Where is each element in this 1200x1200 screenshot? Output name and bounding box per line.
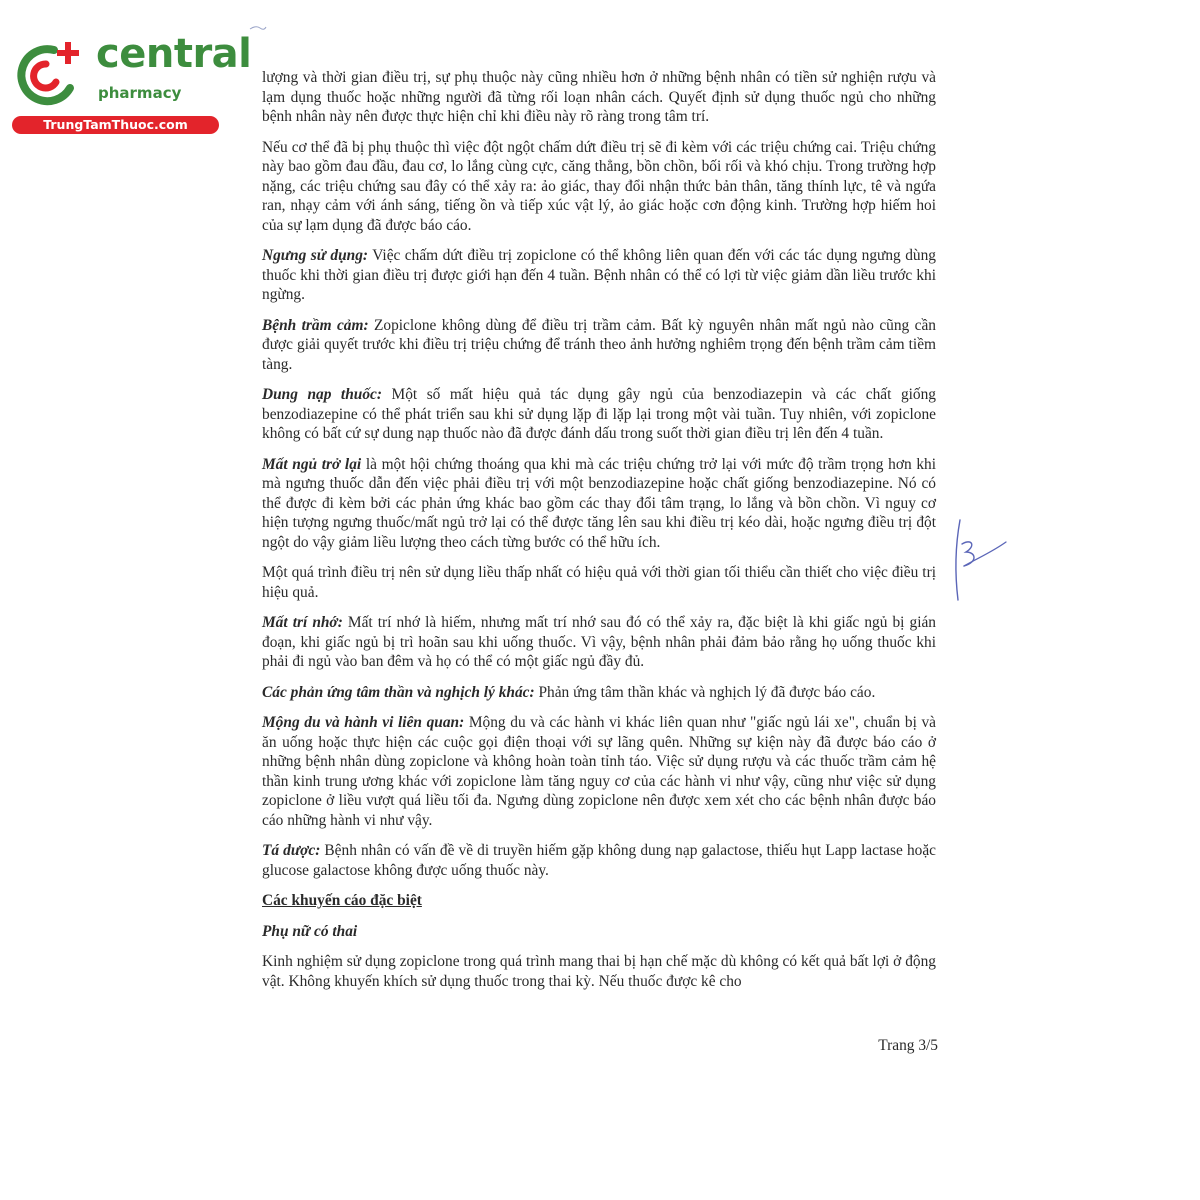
- paragraph-label: Mất ngủ trở lại: [262, 455, 362, 473]
- paragraph: [262, 952, 936, 991]
- paragraph: [262, 841, 936, 880]
- paragraph: [262, 713, 936, 830]
- paragraph-text: lượng và thời gian điều trị, sự phụ thuộc này cũng nhiều hơn ở những bệnh nhân có tiền sử nghiện rượu và lạm dụng thuốc hoặc những người đã từng rối loạn nhân cách. Quyết định sử dụng thuốc ngủ cho những bệnh nhân này nên được thực hiện chỉ khi điều này rõ ràng trong tâm trí.: [262, 69, 936, 125]
- paragraph-text: Nếu cơ thể đã bị phụ thuộc thì việc đột ngột chấm dứt điều trị sẽ đi kèm với các triệu chứng cai. Triệu chứng này bao gồm đau đầu, đau cơ, lo lắng cùng cực, căng thẳng, bồn chồn, bối rối và khó chịu. Trong trường hợp nặng, các triệu chứng sau đây có thể xảy ra: ảo giác, thay đổi nhận thức bản thân, tăng thính lực, tê và ngứa ran, nhạy cảm với ánh sáng, tiếng ồn và tiếp xúc vật lý, ảo giác hoặc cơn động kinh. Trường hợp hiếm hoi của sự lạm dụng đã được báo cáo.: [262, 138, 936, 234]
- paragraph-text: Một quá trình điều trị nên sử dụng liều thấp nhất có hiệu quả với thời gian tối thiểu cần thiết cho việc điều trị hiệu quả.: [262, 564, 936, 601]
- paragraph-label: Tá dược:: [262, 842, 321, 859]
- paragraph-label: Các phản ứng tâm thần và nghịch lý khác:: [262, 683, 535, 701]
- paragraph: [262, 138, 936, 236]
- section-heading: Các khuyến cáo đặc biệt: [262, 892, 422, 909]
- paragraph-text: Zopiclone không dùng để điều trị trầm cảm. Bất kỳ nguyên nhân mất ngủ nào cũng cần được giải quyết trước khi điều trị triệu chứng để tránh theo ảnh hưởng nghiêm trọng đến bệnh trầm cảm tiềm tàng.: [262, 316, 937, 373]
- document-body: [262, 68, 936, 1002]
- paragraph: [262, 316, 936, 375]
- paragraph: [262, 563, 936, 602]
- paragraph-label: Bệnh trầm cảm:: [262, 316, 369, 334]
- paragraph: [262, 246, 936, 305]
- paragraph-text: Kinh nghiệm sử dụng zopiclone trong quá trình mang thai bị hạn chế mặc dù không có kết quả bất lợi ở động vật. Không khuyến khích sử dụng thuốc trong thai kỳ. Nếu thuốc được kê cho: [262, 953, 936, 990]
- paragraph: [262, 613, 936, 672]
- sub-heading: Phụ nữ có thai: [262, 922, 358, 940]
- paragraph-text: Bệnh nhân có vấn đề về di truyền hiếm gặp không dung nạp galactose, thiếu hụt Lapp lactase hoặc glucose galactose không được uống thuốc này.: [262, 842, 937, 879]
- page-number: Trang 3/5: [878, 1037, 938, 1054]
- paragraph-text: Việc chấm dứt điều trị zopiclone có thể không liên quan đến với các tác dụng ngưng dùng thuốc khi thời gian điều trị được giới hạn đến 4 tuần. Bệnh nhân có thể có lợi từ việc giảm dần liều trước khi ngừng.: [262, 247, 936, 303]
- logo-sub-text: pharmacy: [98, 84, 182, 102]
- paragraph-text: Mộng du và các hành vi khác liên quan như "giấc ngủ lái xe", chuẩn bị và ăn uống hoặc thực hiện các cuộc gọi điện thoại với sự lãng quên. Những sự kiện này đã được báo cáo ở những bệnh nhân dùng zopiclone và không hoàn toàn tỉnh táo. Việc sử dụng rượu và các thuốc trầm cảm hệ thần kinh trung ương khác với zopiclone làm tăng nguy cơ của các hành vi như vậy, cũng như việc sử dụng zopiclone ở liều vượt quá liều tối đa. Ngưng dùng zopiclone nên được xem xét cho các bệnh nhân được báo cáo những hành vi như vậy.: [262, 714, 936, 829]
- central-pharmacy-logo-icon: [10, 38, 92, 108]
- paragraph: [262, 455, 936, 553]
- paragraph-label: Mất trí nhớ:: [262, 614, 343, 631]
- handwritten-signature: [942, 512, 1010, 608]
- logo-url-banner: TrungTamThuoc.com: [12, 116, 219, 134]
- logo-brand-text: central: [96, 31, 252, 77]
- paragraph-text: Mất trí nhớ là hiếm, nhưng mất trí nhớ sau đó có thể xảy ra, đặc biệt là khi giấc ngủ bị gián đoạn, khi giấc ngủ bị trì hoãn sau khi uống thuốc. Vì vậy, bệnh nhân phải đảm bảo rằng họ uống thuốc khi phải đi ngủ vào ban đêm và họ có thể có một giấc ngủ đầy đủ.: [262, 614, 936, 670]
- paragraph-text: Phản ứng tâm thần khác và nghịch lý đã được báo cáo.: [534, 683, 876, 701]
- paragraph: [262, 683, 936, 703]
- paragraph-label: Dung nạp thuốc:: [262, 386, 382, 403]
- paragraph: [262, 385, 936, 444]
- paragraph-label: Ngưng sử dụng:: [262, 247, 369, 264]
- paragraph-text: là một hội chứng thoáng qua khi mà các triệu chứng trở lại với mức độ trầm trọng hơn khi mà ngưng thuốc dẫn đến việc phải điều trị với một benzodiazepine hoặc chất giống benzodiazepine. Nó có thể được đi kèm bởi các phản ứng khác bao gồm các thay đổi tâm trạng, lo lắng và bồn chồn. Vì nguy cơ hiện tượng ngưng thuốc/mất ngủ trở lại có thể được tăng lên sau khi điều trị kéo dài, hoặc ngưng điều trị đột ngột do vậy giảm liều lượng theo cách từng bước có thể hữu ích.: [262, 455, 936, 551]
- paragraph-text: Một số mất hiệu quả tác dụng gây ngủ của benzodiazepin và các chất giống benzodiazepine có thể phát triển sau khi sử dụng lặp đi lặp lại trong một vài tuần. Tuy nhiên, với zopiclone không có bất cứ sự dung nạp thuốc nào đã được đánh dấu trong suốt thời gian điều trị lên đến 4 tuần.: [262, 386, 937, 442]
- paragraph: [262, 68, 936, 127]
- paragraph-label: Mộng du và hành vi liên quan:: [262, 714, 465, 731]
- margin-mark: [248, 24, 268, 32]
- central-pharmacy-logo: [10, 31, 252, 136]
